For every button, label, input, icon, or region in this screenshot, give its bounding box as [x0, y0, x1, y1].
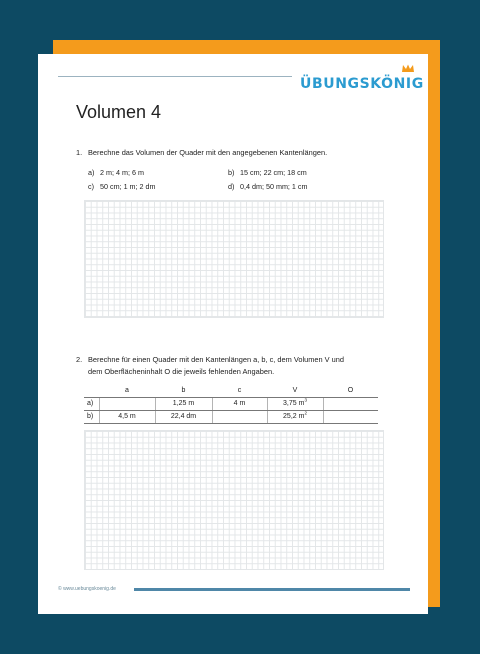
task-1	[76, 147, 416, 159]
cell-v: 25,2 $m^2$	[267, 410, 323, 423]
column-header-a: a	[99, 384, 155, 397]
footer-copyright: © www.uebungskoenig.de	[58, 586, 116, 592]
answer-grid-2	[84, 430, 384, 570]
data-table	[84, 384, 378, 424]
task-1-number: 1.	[76, 148, 83, 157]
task-1-item-d: d) 0,4 dm; 50 mm; 1 cm	[228, 182, 308, 191]
crown-icon	[401, 64, 415, 73]
task-2-text-line-1: Berechne für einen Quader mit den Kantenlängen a, b, c, dem Volumen V und	[88, 355, 344, 364]
task-2-number: 2.	[76, 355, 83, 364]
cell-v: 3,75 $m^3$	[267, 397, 323, 410]
column-header-b: b	[155, 384, 212, 397]
task-1-text: Berechne das Volumen der Quader mit den angegebenen Kantenlängen.	[88, 148, 328, 157]
cell-b: 1,25 m	[155, 397, 212, 410]
answer-grid-1	[84, 200, 384, 318]
table-header-row	[84, 384, 378, 397]
task-2-text-line-2: dem Oberflächeninhalt O die jeweils fehlenden Angaben.	[88, 367, 275, 376]
column-header-v: V	[267, 384, 323, 397]
worksheet-page	[38, 54, 428, 614]
cell-c: 4 m	[212, 397, 267, 410]
task-1-item-a: a) 2 m; 4 m; 6 m	[88, 168, 144, 177]
task-1-item-b: b) 15 cm; 22 cm; 18 cm	[228, 168, 307, 177]
cell-o	[323, 410, 378, 423]
row-label: b)	[84, 410, 99, 423]
task-2	[76, 354, 416, 378]
row-label: a)	[84, 397, 99, 410]
footer-bar	[134, 588, 410, 591]
header-rule	[58, 76, 292, 77]
cell-a	[99, 397, 155, 410]
cell-a: 4,5 m	[99, 410, 155, 423]
task-1-item-c: c) 50 cm; 1 m; 2 dm	[88, 182, 156, 191]
cell-b: 22,4 dm	[155, 410, 212, 423]
column-header-o: O	[323, 384, 378, 397]
cell-o	[323, 397, 378, 410]
brand-logo: ÜBUNGSKÖNIG	[300, 76, 424, 92]
cell-c	[212, 410, 267, 423]
page-title: Volumen 4	[76, 102, 162, 122]
table-row	[84, 410, 378, 423]
column-header-c: c	[212, 384, 267, 397]
table-row	[84, 397, 378, 410]
